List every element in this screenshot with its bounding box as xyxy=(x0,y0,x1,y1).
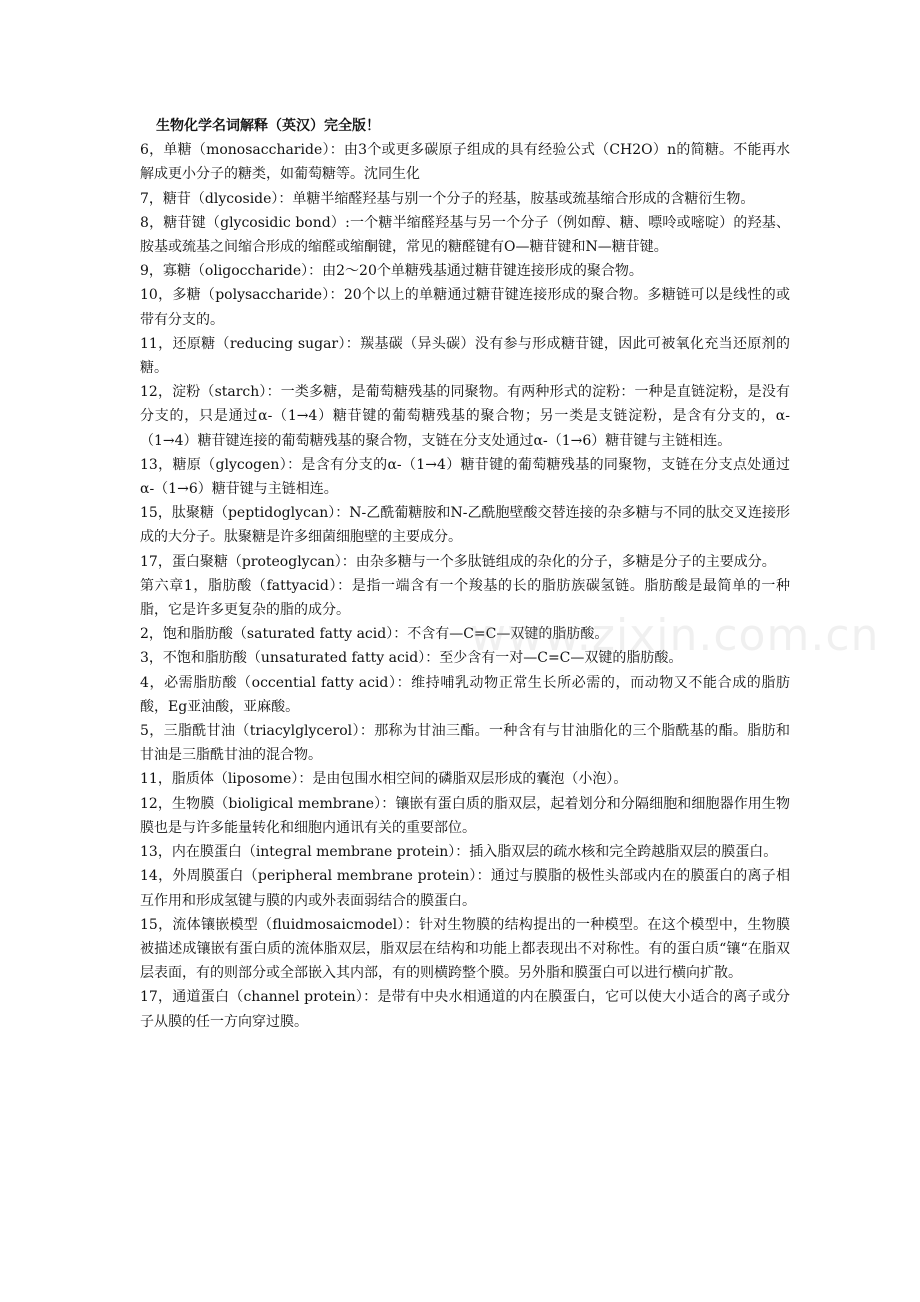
entry-polysaccharide: 10，多糖（polysaccharide）：20个以上的单糖通过糖苷键连接形成的聚合物。多糖链可以是线性的或带有分支的。 xyxy=(140,287,790,328)
entry-list xyxy=(140,138,790,1034)
entry-oligosaccharide: 9，寡糖（oligoccharide）：由2～20个单糖残基通过糖苷键连接形成的聚合物。 xyxy=(140,263,643,280)
entry-glycoside: 7，糖苷（dlycoside）：单糖半缩醛羟基与别一个分子的羟基，胺基或巯基缩合形成的含糖衍生物。 xyxy=(140,190,755,207)
document-body xyxy=(140,114,790,1034)
entry-proteoglycan: 17，蛋白聚糖（proteoglycan）：由杂多糖与一个多肽链组成的杂化的分子，多糖是分子的主要成分。 xyxy=(140,553,776,570)
entry-fluid-mosaic-model: 15，流体镶嵌模型（fluidmosaicmodel）：针对生物膜的结构提出的一种模型。在这个模型中，生物膜被描述成镶嵌有蛋白质的流体脂双层，脂双层在结构和功能上都表现出不对称性。有的蛋白质“镶“在脂双层表面，有的则部分或全部嵌入其内部，有的则横跨整个膜。另外脂和膜蛋白可以进行横向扩散。 xyxy=(140,916,790,982)
entry-channel-protein: 17，通道蛋白（channel protein）：是带有中央水相通道的内在膜蛋白，它可以使大小适合的离子或分子从膜的任一方向穿过膜。 xyxy=(140,989,790,1030)
entry-integral-membrane-protein: 13，内在膜蛋白（integral membrane protein）：插入脂双层的疏水核和完全跨越脂双层的膜蛋白。 xyxy=(140,844,778,861)
entry-fatty-acid: 第六章1，脂肪酸（fattyacid）：是指一端含有一个羧基的长的脂肪族碳氢链。脂肪酸是最简单的一种脂，它是许多更复杂的脂的成分。 xyxy=(140,577,790,619)
entry-peripheral-membrane-protein: 14，外周膜蛋白（peripheral membrane protein）：通过与膜脂的极性头部或内在的膜蛋白的离子相互作用和形成氢键与膜的内或外表面弱结合的膜蛋白。 xyxy=(140,868,790,909)
site-watermark: www.zixin.com.cn xyxy=(470,610,880,661)
entry-glycosidic-bond: 8，糖苷键（glycosidic bond）:一个糖半缩醛羟基与另一个分子（例如醇、糖、嘌呤或嘧啶）的羟基、胺基或巯基之间缩合形成的缩醛或缩酮键，常见的糖醛键有O—糖苷键和N—糖苷键。 xyxy=(140,214,790,256)
entry-essential-fatty-acid: 4，必需脂肪酸（occential fatty acid）：维持哺乳动物正常生长所必需的，而动物又不能合成的脂肪酸，Eg亚油酸，亚麻酸。 xyxy=(140,674,790,715)
entry-monosaccharide: 6，单糖（monosaccharide）：由3个或更多碳原子组成的具有经验公式（CH2O）n的简糖。不能再水解成更小分子的糖类，如葡萄糖等。沈同生化 xyxy=(140,142,790,183)
entry-saturated-fatty-acid: 2，饱和脂肪酸（saturated fatty acid）：不含有—C=C—双键的脂肪酸。 xyxy=(140,626,609,643)
entry-unsaturated-fatty-acid: 3，不饱和脂肪酸（unsaturated fatty acid）：至少含有一对—C=C—双键的脂肪酸。 xyxy=(140,650,683,667)
entry-biological-membrane: 12，生物膜（bioligical membrane）：镶嵌有蛋白质的脂双层，起着划分和分隔细胞和细胞器作用生物膜也是与许多能量转化和细胞内通讯有关的重要部位。 xyxy=(140,795,790,836)
entry-peptidoglycan: 15，肽聚糖（peptidoglycan）：N-乙酰葡糖胺和N-乙酰胞壁酸交替连接的杂多糖与不同的肽交叉连接形成的大分子。肽聚糖是许多细菌细胞壁的主要成分。 xyxy=(140,505,790,546)
entry-reducing-sugar: 11，还原糖（reducing sugar）：羰基碳（异头碳）没有参与形成糖苷键，因此可被氧化充当还原剂的糖。 xyxy=(140,335,790,377)
entry-triacylglycerol: 5，三脂酰甘油（triacylglycerol）：那称为甘油三酯。一种含有与甘油脂化的三个脂酰基的酯。脂肪和甘油是三脂酰甘油的混合物。 xyxy=(140,723,790,764)
entry-glycogen: 13，糖原（glycogen）：是含有分支的α-（1→4）糖苷键的葡萄糖残基的同聚物，支链在分支点处通过α-（1→6）糖苷键与主链相连。 xyxy=(140,456,790,498)
entry-liposome: 11，脂质体（liposome）：是由包围水相空间的磷脂双层形成的囊泡（小泡）。 xyxy=(140,771,628,788)
entry-starch: 12，淀粉（starch）：一类多糖，是葡萄糖残基的同聚物。有两种形式的淀粉：一种是直链淀粉，是没有分支的，只是通过α-（1→4）糖苷键的葡萄糖残基的聚合物；另一类是支链淀粉，是含有分支的，α-（1→4）糖苷键连接的葡萄糖残基的聚合物，支链在分支处通过α-（1→6）糖苷键与主链相连。 xyxy=(140,384,790,449)
document-title: 生物化学名词解释（英汉）完全版！ xyxy=(156,118,380,134)
